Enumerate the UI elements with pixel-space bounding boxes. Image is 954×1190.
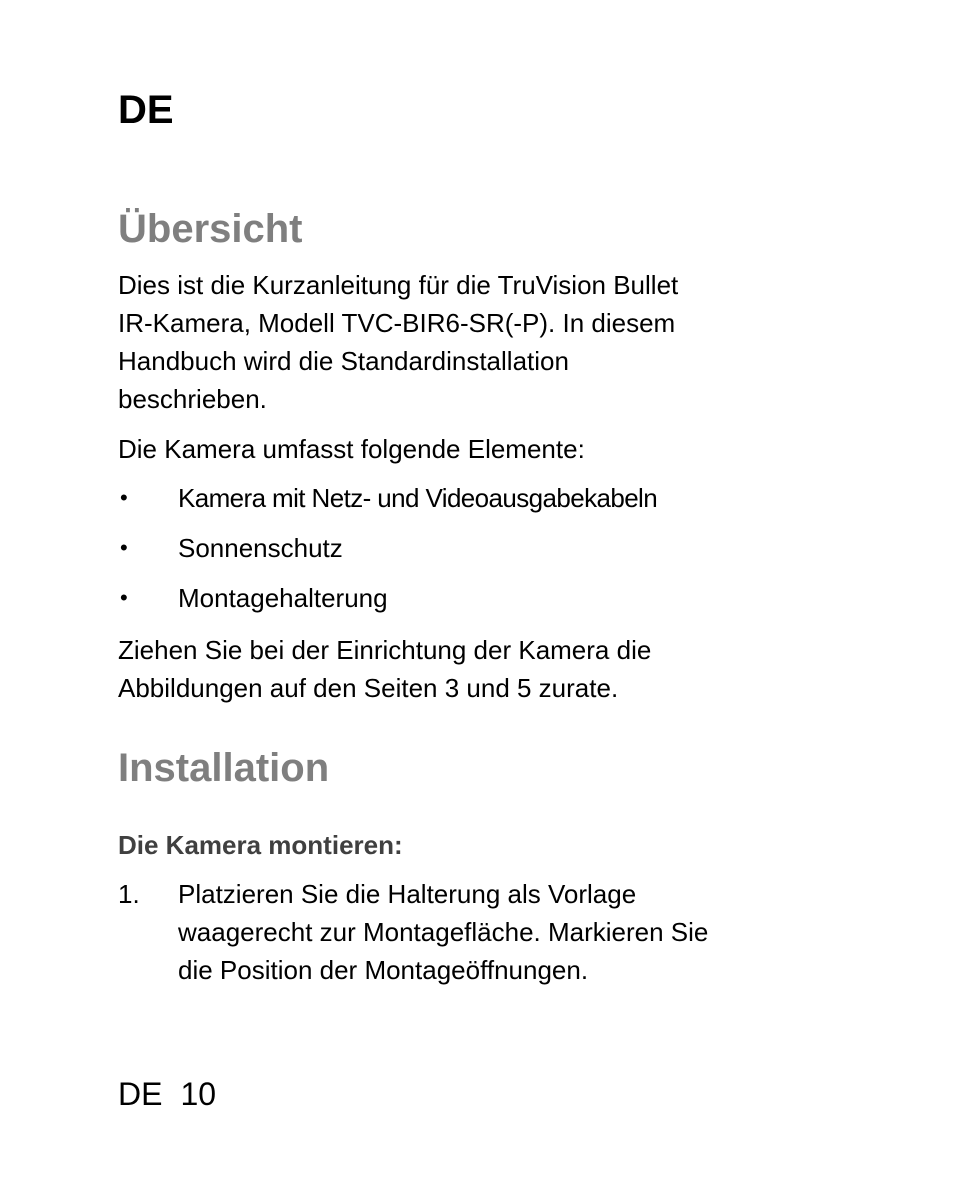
list-item-text: Kamera mit Netz- und Videoausgabekabeln (178, 483, 658, 513)
installation-steps (118, 875, 778, 989)
intro-line: Handbuch wird die Standardinstallation (118, 346, 569, 376)
list-item (118, 479, 657, 529)
overview-heading: Übersicht (118, 207, 303, 251)
step-line: waagerecht zur Montagefläche. Markieren Sie (178, 917, 709, 947)
list-item (118, 529, 657, 579)
bullet-icon: • (120, 535, 128, 560)
intro-line: IR-Kamera, Modell TVC-BIR6-SR(-P). In diesem (118, 308, 676, 338)
page-footer (118, 1074, 216, 1114)
intro-line: Dies ist die Kurzanleitung für die TruVision Bullet (118, 270, 679, 300)
package-contents-list (118, 479, 657, 629)
refer-paragraph (118, 631, 798, 707)
intro-paragraph (118, 266, 798, 418)
installation-heading: Installation (118, 746, 330, 790)
step-item (118, 875, 778, 989)
language-code-heading: DE (118, 88, 174, 132)
step-number: 1. (118, 879, 140, 909)
intro-line: beschrieben. (118, 384, 267, 414)
step-line: Platzieren Sie die Halterung als Vorlage (178, 879, 637, 909)
refer-line: Abbildungen auf den Seiten 3 und 5 zurate. (118, 673, 619, 703)
list-item (118, 579, 657, 629)
list-item-text: Montagehalterung (178, 583, 388, 613)
includes-paragraph: Die Kamera umfasst folgende Elemente: (118, 434, 585, 464)
bullet-icon: • (120, 485, 128, 510)
mount-camera-subheading: Die Kamera montieren: (118, 830, 403, 860)
list-item-text: Sonnenschutz (178, 533, 343, 563)
refer-line: Ziehen Sie bei der Einrichtung der Kamera die (118, 635, 652, 665)
page-number: 10 (180, 1076, 217, 1112)
bullet-icon: • (120, 585, 128, 610)
footer-language-code: DE (118, 1076, 163, 1112)
step-line: die Position der Montageöffnungen. (178, 955, 589, 985)
